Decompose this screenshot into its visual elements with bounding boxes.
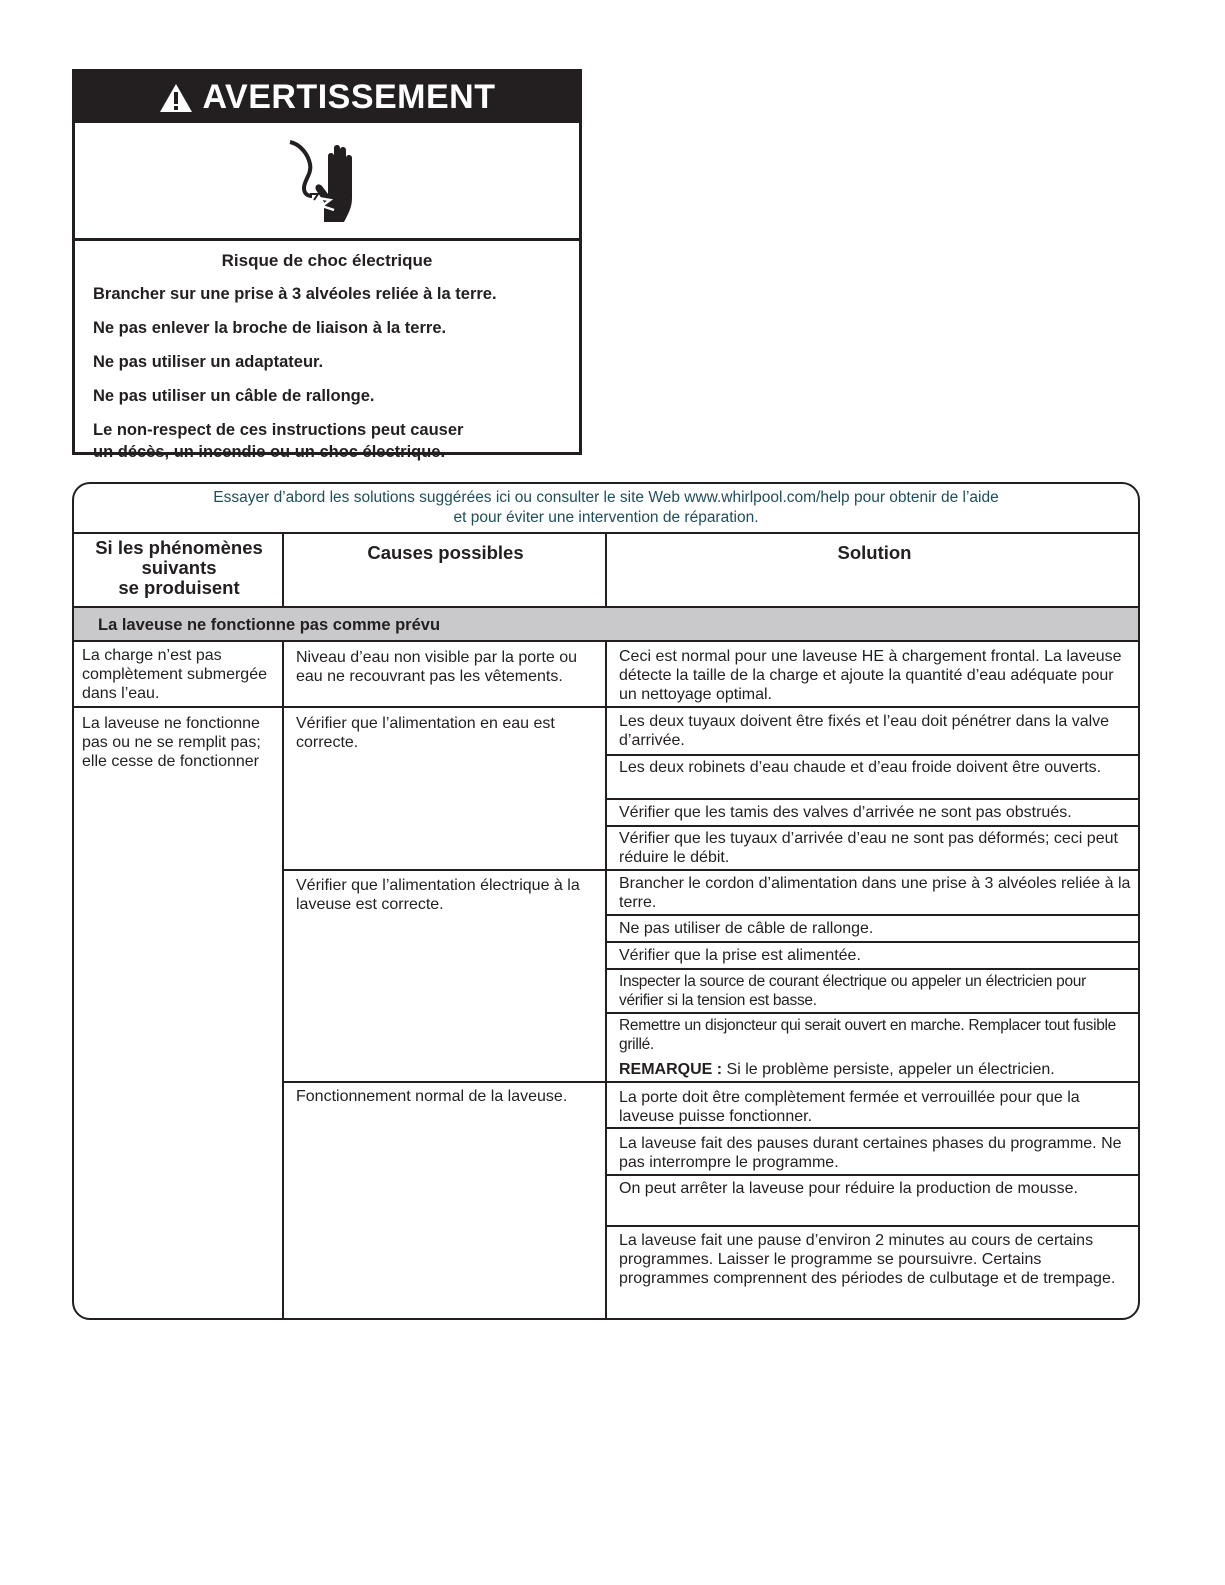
solution-cell: Vérifier que la prise est alimentée. xyxy=(619,947,861,964)
warning-risk: Risque de choc électrique xyxy=(221,251,433,270)
header-causes: Causes possibles xyxy=(367,542,524,563)
solution-cell: Inspecter la source de courant électrique ou appeler un électricien pour vérifier si la tension est basse. xyxy=(619,973,1086,1009)
warning-line: Ne pas utiliser un câble de rallonge. xyxy=(93,387,375,405)
header-symptoms: Si les phénomènes suivants se produisent xyxy=(95,537,263,598)
solution-cell: Les deux robinets d’eau chaude et d’eau froide doivent être ouverts. xyxy=(619,759,1102,776)
header-solution: Solution xyxy=(837,542,912,563)
warning-line: Ne pas utiliser un adaptateur. xyxy=(93,353,324,371)
warning-triangle-icon xyxy=(158,82,194,114)
solution-cell: La laveuse fait une pause d’environ 2 minutes au cours de certains programmes. Laisser le programme se poursuivre. Certains programmes comprennent des périodes de culbutage et de trempage. xyxy=(619,1232,1116,1287)
warning-title: AVERTISSEMENT xyxy=(202,78,496,116)
solution-cell: La laveuse fait des pauses durant certaines phases du programme. Ne pas interrompre le programme. xyxy=(619,1135,1122,1171)
solution-cell: On peut arrêter la laveuse pour réduire la production de mousse. xyxy=(619,1180,1078,1197)
section-header: La laveuse ne fonctionne pas comme prévu xyxy=(74,608,1138,642)
solution-cell: Ne pas utiliser de câble de rallonge. xyxy=(619,920,874,937)
solution-cell: Ceci est normal pour une laveuse HE à chargement frontal. La laveuse détecte la taille de la charge et ajoute la quantité d’eau adéquate pour un nettoyage optimal. xyxy=(619,648,1122,703)
symptom-cell: La charge n’est pas complètement submergée dans l’eau. xyxy=(82,647,267,702)
solution-note: REMARQUE : Si le problème persiste, appeler un électricien. xyxy=(619,1061,1055,1078)
warning-line: Brancher sur une prise à 3 alvéoles reliée à la terre. xyxy=(93,285,497,303)
cause-cell: Fonctionnement normal de la laveuse. xyxy=(296,1088,568,1105)
warning-box xyxy=(72,69,582,461)
electric-shock-hand-icon xyxy=(282,136,372,226)
solution-cell: Vérifier que les tamis des valves d’arrivée ne sont pas obstrués. xyxy=(619,804,1072,821)
cause-cell: Niveau d’eau non visible par la porte ou eau ne recouvrant pas les vêtements. xyxy=(296,649,578,685)
solution-cell: Remettre un disjoncteur qui serait ouvert en marche. Remplacer tout fusible grillé. xyxy=(619,1017,1117,1053)
solution-cell: Brancher le cordon d’alimentation dans une prise à 3 alvéoles reliée à la terre. xyxy=(619,875,1131,911)
symptom-cell: La laveuse ne fonctionne pas ou ne se remplit pas; elle cesse de fonctionner xyxy=(82,715,261,770)
troubleshooting-table xyxy=(72,482,1140,1320)
cause-cell: Vérifier que l’alimentation électrique à la laveuse est correcte. xyxy=(296,877,580,913)
warning-line: Ne pas enlever la broche de liaison à la terre. xyxy=(93,319,447,337)
solution-cell: La porte doit être complètement fermée et verrouillée pour que la laveuse puisse fonctionner. xyxy=(619,1089,1080,1125)
solution-cell: Les deux tuyaux doivent être fixés et l’eau doit pénétrer dans la valve d’arrivée. xyxy=(619,713,1110,749)
table-intro: Essayer d’abord les solutions suggérées ici ou consulter le site Web www.whirlpool.com/help pour obtenir de l’aide et pour éviter une intervention de réparation. xyxy=(74,484,1138,534)
warning-header xyxy=(75,72,579,123)
warning-consequence: Le non-respect de ces instructions peut causer un décès, un incendie ou un choc électrique. xyxy=(93,421,464,461)
cause-cell: Vérifier que l’alimentation en eau est correcte. xyxy=(296,715,555,751)
solution-cell: Vérifier que les tuyaux d’arrivée d’eau ne sont pas déformés; ceci peut réduire le débit. xyxy=(619,830,1118,866)
